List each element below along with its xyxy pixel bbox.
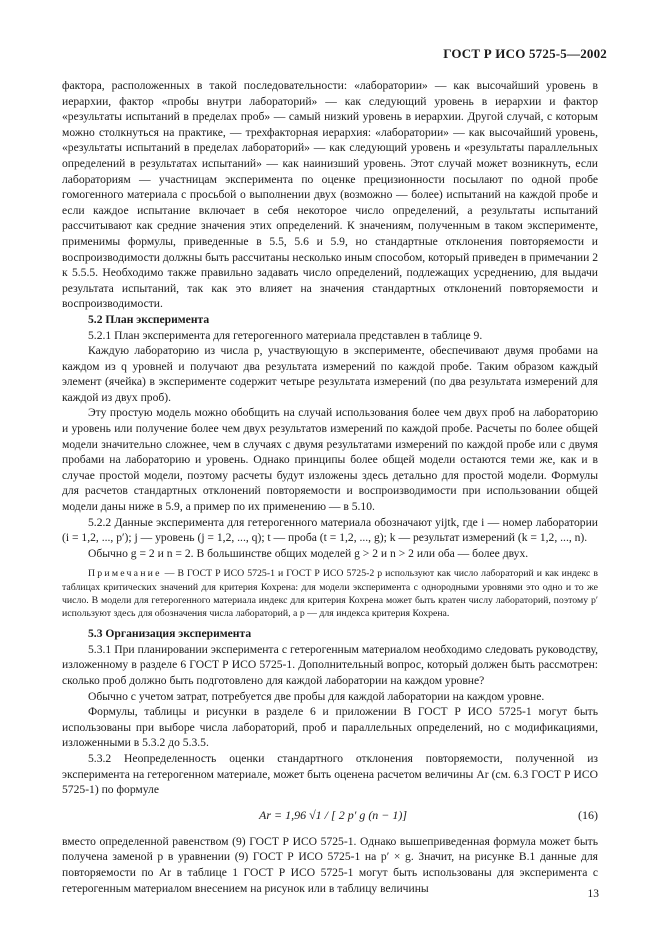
page-number: 13: [587, 888, 599, 900]
paragraph-5-3-1-c: Формулы, таблицы и рисунки в разделе 6 и приложении В ГОСТ Р ИСО 5725-1 могут быть использованы при выборе числа лабораторий, проб и параллельных определений, но с модификациями, изложенными в 5.3.2 до 5.3.5.: [62, 705, 598, 750]
formula-expression: Ar = 1,96 √1 / [ 2 p′ g (n − 1)]: [259, 807, 408, 822]
paragraph-5-2-1-c: Эту простую модель можно обобщить на случай использования более чем двух проб на лабораторию и уровень или получение более чем двух результатов измерений по каждой пробе. Расчеты по более общей модели значительно сложнее, чем в случаях с двумя результатами измерений по каждой пробе или с двумя пробами на лабораторию и уровень. Однако принципы более общей модели остаются теми же, как и в случае простой модели, поэтому расчеты будут изложены здесь детально для простой модели. Формулы для расчетов стандартных отклонений повторяемости и воспроизводимости при использовании общей модели даны ниже в 5.9, а пример по их применению — в 5.10.: [62, 406, 598, 514]
paragraph-5-3-1: 5.3.1 При планировании эксперимента с гетерогенным материалом необходимо следовать руководству, изложенному в разделе 6 ГОСТ Р ИСО 5725-1. Дополнительный вопрос, который должен быть рассмотрен: сколько проб должно быть подготовлено для каждой лаборатории на каждом уровне?: [62, 642, 598, 687]
running-header: ГОСТ Р ИСО 5725-5—2002: [443, 46, 607, 61]
paragraph-5-3-2-b: вместо определенной равенством (9) ГОСТ Р ИСО 5725-1. Однако вышеприведенная формула может быть получена заменой p в уравнении (9) ГОСТ Р ИСО 5725-1 на p′ × g. Значит, на рисунке В.1 данные для повторяемости по Ar в таблице 1 ГОСТ Р ИСО 5725-1 могут быть использованы для эксперимента с гетерогенным материалом внесением на рисунок или в таблицу величины: [62, 834, 598, 895]
paragraph-5-3-2: 5.3.2 Неопределенность оценки стандартного отклонения повторяемости, полученной из эксперимента на гетерогенном материале, может быть оценена расчетом величины Ar (см. 6.3 ГОСТ Р ИСО 5725-1) по формуле: [62, 751, 598, 797]
paragraph-continuation: фактора, расположенных в такой последовательности: «лаборатории» — как высочайший уровень в иерархии, фактор «пробы внутри лабораторий» — как следующий уровень в иерархии и фактор «результаты испытаний в пределах проб» — самый низкий уровень в иерархии. Другой случай, с которым можно столкнуться на практике, — трехфакторная иерархия: «лаборатории» — как высочайший уровень, «результаты испытаний в пределах лабораторий» — как следующий уровень и «результаты параллельных определений в результатах испытаний» — как наинизший уровень. Этот случай может возникнуть, если лабораториям — участницам эксперимента по оценке прецизионности посылают по одной пробе гомогенного материала с просьбой о выполнении двух (возможно — более) испытаний на каждой пробе и если каждое испытание включает в себя некоторое число определений, а результаты испытаний рассчитывают как средние значения этих определений. К значениям, полученным в таком эксперименте, применимы формулы, приведенные в 5.5, 5.6 и 5.9, но стандартные отклонения повторяемости и воспроизводимости должны быть рассчитаны несколько иным способом, который приведен в примечании 2 к 5.5.5. Необходимо также правильно задавать число определений, подлежащих усреднению, для выдачи результата испытаний, так как это влияет на значения стандартных отклонений повторяемости и воспроизводимости.: [62, 79, 598, 311]
section-heading-5-3: 5.3 Организация эксперимента: [88, 627, 252, 641]
note-label: Примечание: [88, 568, 162, 580]
paragraph-5-2-2-b: Обычно g = 2 и n = 2. В большинстве общих моделей g > 2 и n > 2 или оба — более двух.: [88, 546, 529, 560]
paragraph-5-2-2: 5.2.2 Данные эксперимента для гетерогенного материала обозначают yijtk, где i — номер лаборатории (i = 1,2, ..., p′); j — уровень (j = 1,2, ..., q); t — проба (t = 1,2, ..., g); k — результат измерений (k = 1,2, ..., n).: [62, 515, 598, 545]
note-text: — В ГОСТ Р ИСО 5725-1 и ГОСТ Р ИСО 5725-2 p используют как число лабораторий и как индекс в таблицах критических значений для критерия Кохрена: для модели эксперимента с однородными уровнями это одно и то же число. В модели для гетерогенного материала индекс для критерия Кохрена может быть кратен числу лабораторий, поэтому p′ используют здесь для обозначения числа лабораторий, а p — для индекса критерия Кохрена.: [62, 568, 598, 620]
formula-number: (16): [578, 807, 598, 822]
body-text: [62, 78, 598, 896]
section-heading-5-2: 5.2 План эксперимента: [88, 312, 210, 326]
paragraph-5-2-1-b: Каждую лабораторию из числа p, участвующую в эксперименте, обеспечивают двумя пробами на каждом из q уровней и получают два результата измерений по каждой пробе. Таким образом каждый элемент (ячейка) в эксперименте содержит четыре результата измерений (по два результата измерений для каждой из двух проб).: [62, 344, 598, 404]
formula-16: [62, 804, 598, 830]
paragraph-5-2-1: 5.2.1 План эксперимента для гетерогенного материала представлен в таблице 9.: [88, 328, 483, 342]
note: [62, 567, 598, 620]
paragraph-5-3-1-b: Обычно с учетом затрат, потребуется две пробы для каждой лаборатории на каждом уровне.: [88, 689, 545, 703]
